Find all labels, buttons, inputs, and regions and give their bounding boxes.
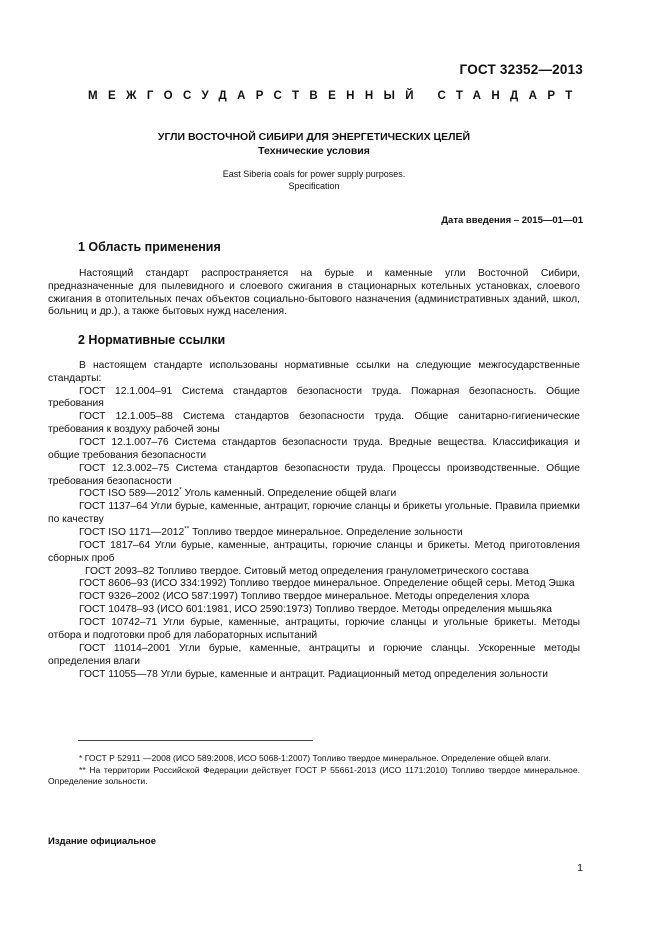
footnote-marker: ** xyxy=(184,525,190,533)
reference-item xyxy=(48,617,580,643)
reference-item xyxy=(48,463,580,489)
reference-item xyxy=(48,437,580,463)
reference-item xyxy=(48,488,580,501)
section-1-heading: 1 Область применения xyxy=(78,240,221,254)
reference-tail: Топливо твердое минеральное. Определение зольности xyxy=(189,527,463,539)
title-ru-sub: Технические условия xyxy=(258,145,370,157)
standard-number: ГОСТ 32352—2013 xyxy=(459,62,583,77)
footnote-marker: * xyxy=(179,487,182,495)
section-2-body xyxy=(48,360,580,681)
reference-text: ГОСТ 1137–64 Угли бурые, каменные, антрацит, горючие сланцы и брикеты угольные. Правила приемки по качеству xyxy=(48,501,580,526)
title-en-sub: Specification xyxy=(288,180,340,191)
section-1-paragraph: Настоящий стандарт распространяется на бурые и каменные угли Восточной Сибири, предназначенные для пылевидного и слоевого сжигания в стационарных котельных установках, слоевого сжигания в отопительных печах объектов социально-бытового назначения (административных зданий, школ, больниц и др.), а также бытовых нужд населения. xyxy=(48,268,580,318)
reference-item xyxy=(48,386,580,412)
reference-item xyxy=(48,411,580,437)
footnote-2: ** На территории Российской Федерации действует ГОСТ Р 55661-2013 (ИСО 1171:2010) Топливо твердое минеральное. Определение зольности. xyxy=(48,765,580,786)
footnote-divider xyxy=(78,740,313,741)
reference-item xyxy=(48,540,580,566)
reference-item xyxy=(48,643,580,669)
reference-text: ГОСТ 2093–82 Топливо твердое. Ситовый метод определения гранулометрического состава xyxy=(85,565,529,577)
reference-item xyxy=(48,566,580,579)
document-title-en xyxy=(48,169,580,192)
title-en-main: East Siberia coals for power supply purposes. xyxy=(222,169,406,179)
reference-item xyxy=(48,591,580,604)
reference-text: ГОСТ 8606–93 (ИСО 334:1992) Топливо твердое минеральное. Определение общей серы. Метод Эшка xyxy=(79,578,575,590)
reference-list xyxy=(48,386,580,682)
reference-text: ГОСТ 12.1.007–76 Система стандартов безопасности труда. Вредные вещества. Классификация и общие требования безопасности xyxy=(48,437,580,461)
section-1-body xyxy=(48,268,580,319)
page-number: 1 xyxy=(577,862,583,874)
reference-text: ГОСТ 11055—78 Угли бурые, каменные и антрацит. Радиационный метод определения зольности xyxy=(79,668,548,680)
reference-text: ГОСТ 10478–93 (ИСО 601:1981, ИСО 2590:1973) Топливо твердое. Методы определения мышьяка xyxy=(79,604,553,616)
reference-item xyxy=(48,527,580,540)
reference-text: ГОСТ 1817–64 Угли бурые, каменные, антрациты, горючие сланцы и брикеты. Метод приготовления сборных проб xyxy=(48,539,580,564)
footnote-1: * ГОСТ Р 52911 —2008 (ИСО 589:2008, ИСО 5068-1:2007) Топливо твердое минеральное. Определение общей влаги. xyxy=(79,753,551,763)
reference-text: ГОСТ 12.3.002–75 Система стандартов безопасности труда. Процессы производственные. Общие требования безопасности xyxy=(48,462,580,487)
reference-text: ГОСТ ISO 1171—2012 xyxy=(79,527,185,539)
footnotes xyxy=(48,753,580,788)
reference-item xyxy=(48,578,580,591)
reference-text: ГОСТ 11014–2001 Угли бурые, каменные, антрациты и горючие сланцы. Ускоренные методы определения влаги xyxy=(48,642,580,667)
title-ru-main: УГЛИ ВОСТОЧНОЙ СИБИРИ ДЛЯ ЭНЕРГЕТИЧЕСКИХ ЦЕЛЕЙ xyxy=(157,131,471,143)
reference-text: ГОСТ 9326–2002 (ИСО 587:1997) Топливо твердое минеральное. Методы определения хлора xyxy=(79,591,530,603)
reference-text: ГОСТ 10742–71 Угли бурые, каменные, антрациты, горючие сланцы и угольные брикеты. Методы отбора и подготовки проб для лабораторных испытаний xyxy=(48,617,580,641)
reference-item xyxy=(48,604,580,617)
reference-text: ГОСТ 12.1.005–88 Система стандартов безопасности труда. Общие санитарно-гигиенические требования к воздуху рабочей зоны xyxy=(48,411,580,436)
reference-item xyxy=(48,669,580,682)
document-title xyxy=(48,130,580,158)
introduction-date: Дата введения – 2015—01—01 xyxy=(441,215,583,226)
section-2-intro: В настоящем стандарте использованы нормативные ссылки на следующие межгосударственные стандарты: xyxy=(48,360,580,384)
reference-item xyxy=(48,501,580,527)
reference-tail: Уголь каменный. Определение общей влаги xyxy=(181,488,397,500)
interstate-standard-label: МЕЖГОСУДАРСТВЕННЫЙ СТАНДАРТ xyxy=(88,90,583,102)
section-2-heading: 2 Нормативные ссылки xyxy=(78,333,226,347)
reference-text: ГОСТ 12.1.004–91 Система стандартов безопасности труда. Пожарная безопасность. Общие требования xyxy=(48,385,580,410)
edition-label: Издание официальное xyxy=(48,836,156,847)
reference-text: ГОСТ ISO 589—2012 xyxy=(79,488,180,500)
